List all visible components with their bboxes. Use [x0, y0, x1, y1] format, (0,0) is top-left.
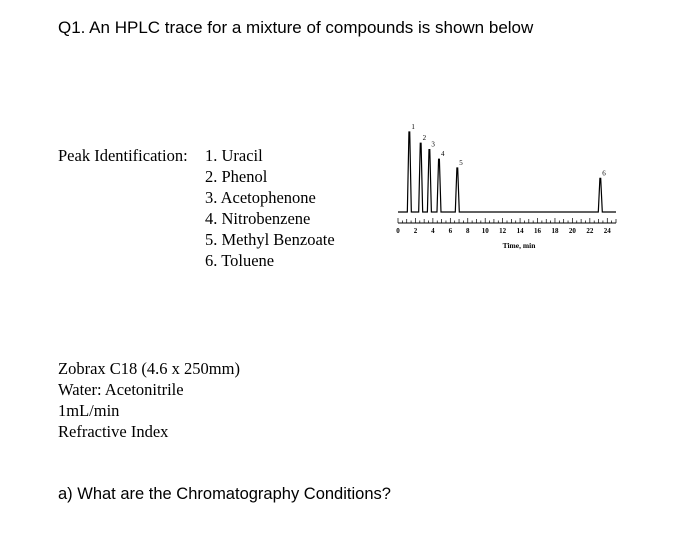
- axis-tick-label: 12: [499, 227, 507, 235]
- peak-number-label: 3: [431, 140, 435, 149]
- condition-detector: Refractive Index: [58, 422, 169, 441]
- condition-column: Zobrax C18 (4.6 x 250mm): [58, 359, 240, 378]
- peak-item: 4. Nitrobenzene: [205, 209, 311, 228]
- peak-item: 6. Toluene: [205, 251, 275, 270]
- peak-number-label: 6: [602, 169, 606, 178]
- peak-item: 3. Acetophenone: [205, 188, 316, 207]
- axis-tick-label: 4: [431, 227, 435, 235]
- axis-tick-label: 18: [551, 227, 559, 235]
- peak-row: [58, 187, 335, 208]
- axis-tick-label: 0: [396, 227, 400, 235]
- hplc-chromatogram: [388, 120, 628, 265]
- subquestion-a: a) What are the Chromatography Conditions?: [58, 485, 391, 503]
- peak-row: [58, 166, 335, 187]
- axis-tick-label: 6: [448, 227, 453, 235]
- peak-row: [58, 208, 335, 229]
- peak-row: [58, 145, 335, 166]
- chromatography-conditions: [58, 358, 240, 442]
- peak-number-label: 4: [440, 150, 445, 159]
- axis-tick-label: 8: [466, 227, 470, 235]
- condition-mobile-phase: Water: Acetonitrile: [58, 380, 184, 399]
- peak-row: [58, 229, 335, 250]
- condition-flow-rate: 1mL/min: [58, 401, 120, 420]
- peak-number-label: 1: [411, 123, 415, 131]
- x-axis-label: Time, min: [502, 241, 536, 250]
- peak-item: 5. Methyl Benzoate: [205, 230, 335, 249]
- axis-tick-label: 16: [534, 227, 542, 235]
- peak-identification-label: Peak Identification:: [58, 146, 188, 165]
- axis-tick-label: 20: [568, 227, 576, 235]
- peak-item: 1. Uracil: [205, 146, 263, 165]
- peak-row: [58, 250, 335, 271]
- peak-number-label: 5: [459, 159, 463, 167]
- peak-number-label: 2: [422, 134, 427, 143]
- axis-tick-label: 2: [413, 227, 418, 235]
- axis-tick-label: 24: [603, 227, 611, 235]
- peak-identification: [58, 145, 335, 271]
- peak-item: 2. Phenol: [205, 167, 268, 186]
- question-title: Q1. An HPLC trace for a mixture of compounds is shown below: [58, 18, 534, 37]
- axis-tick-label: 14: [516, 227, 524, 235]
- axis-tick-label: 22: [586, 227, 594, 235]
- axis-tick-label: 10: [481, 227, 489, 235]
